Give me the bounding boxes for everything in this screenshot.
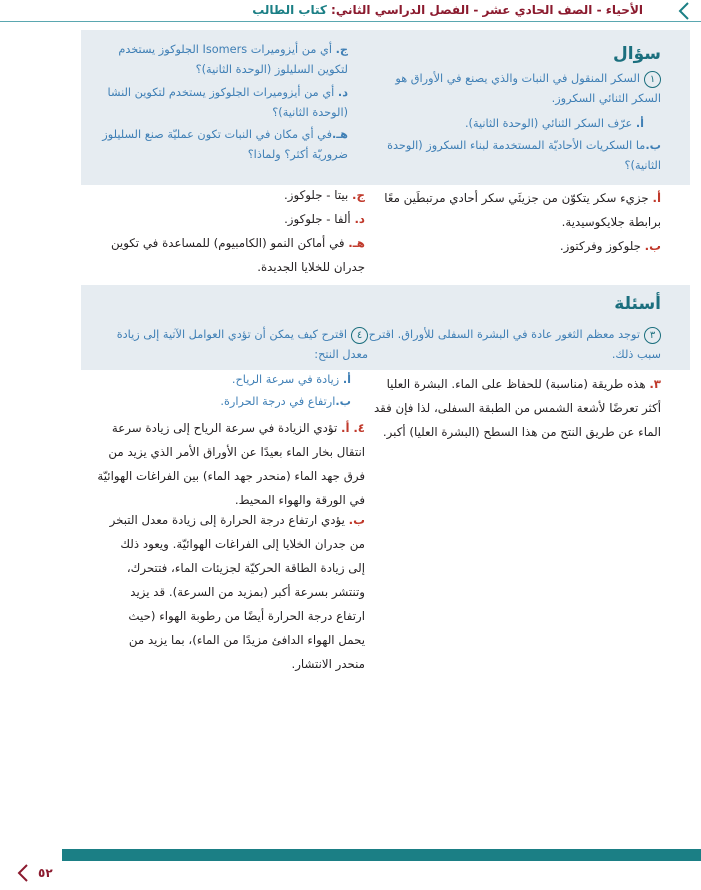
question-4b [91, 392, 351, 412]
question-number-badge: ٣ [644, 327, 661, 344]
question-1d-text: أي من أيزوميرات الجلوكوز يستخدم لتكوين النشا (الوحدة الثانية)؟ [107, 86, 348, 119]
question-letter: أ. [342, 373, 351, 386]
footer-bar [62, 849, 701, 861]
header-book: كتاب الطالب [252, 3, 327, 17]
answer-number: ٣. [649, 377, 661, 391]
question-3-text: توجد معظم الثغور عادة في البشرة السفلى للأوراق. اقترح سبب ذلك. [368, 328, 661, 361]
answer-1b-text: جلوكوز وفركتوز. [559, 239, 641, 253]
question-letter: ج. [335, 43, 348, 56]
question-letter: د. [337, 86, 348, 99]
answer-letter: أ. [652, 191, 661, 205]
question-letter: ب. [335, 395, 351, 408]
header-divider [0, 21, 701, 22]
question-4b-text: ارتفاع في درجة الحرارة. [220, 395, 336, 408]
answer-1c [85, 183, 365, 207]
answer-1e [100, 231, 365, 279]
question-number-badge: ٤ [351, 327, 368, 344]
answer-letter: أ. [341, 421, 350, 435]
question-1a-text: عرّف السكر الثنائي (الوحدة الثانية). [464, 117, 633, 130]
question-1e-text: في أي مكان في النبات تكون عمليّة صنع السليلوز ضروريّة أكثر؟ ولماذا؟ [102, 128, 348, 161]
question-1d [98, 83, 348, 123]
answer-1a [365, 186, 661, 234]
section-heading-question: سؤال [613, 44, 661, 64]
page-number: ٥٢ [38, 866, 53, 880]
question-letter: هـ. [332, 128, 348, 141]
section-heading-questions: أسئلة [614, 294, 661, 314]
header-rest: - الصف الحادي عشر - الفصل الدراسي الثاني: [326, 3, 606, 17]
answer-3 [371, 372, 661, 444]
answer-4a [85, 416, 365, 512]
question-4a-text: زيادة في سرعة الرياح. [231, 373, 340, 386]
answer-letter: ج. [352, 188, 365, 202]
question-1b [368, 136, 661, 176]
answer-1c-text: بيتا - جلوكوز. [284, 188, 349, 202]
answer-1b [365, 234, 661, 258]
question-1 [368, 69, 661, 109]
question-letter: أ. [635, 117, 644, 130]
answer-1a-text: جزيء سكر يتكوّن من جزيئَي سكر أحادي مرتبطَين معًا برابطة جلايكوسيدية. [384, 191, 661, 229]
answer-4b-text: يؤدي ارتفاع درجة الحرارة إلى زيادة معدل التبخر من جدران الخلايا إلى الفراغات الهوائيّة. ويعود ذلك إلى زيادة الطاقة الحركيّة لجزيئات الماء، فتتحرك، وتنتشر بسرعة أكبر (بمزيد من السرعة). قد يزيد ارتفاع درجة الحرارة أيضًا من رطوبة الهواء (حيث يحمل الهواء الدافئ مزيدًا من الماء)، بما يزيد من منحدر الانتشار. [109, 513, 365, 671]
answer-1d [85, 207, 365, 231]
question-4a [91, 370, 351, 390]
answer-3-text: هذه طريقة (مناسبة) للحفاظ على الماء. البشرة العليا أكثر تعرضًا لأشعة الشمس من الطبقة السفلى، لذا فإن فقد الماء عن طريق النتح من هذا السطح (البشرة العليا) أكبر. [373, 377, 661, 439]
answer-letter: د. [354, 212, 365, 226]
running-header [252, 3, 643, 17]
question-1c [98, 40, 348, 80]
question-3 [361, 325, 661, 365]
chevron-left-icon[interactable] [673, 0, 695, 22]
chevron-left-icon[interactable] [14, 862, 32, 884]
question-1-text: السكر المنقول في النبات والذي يصنع في الأوراق هو السكر الثنائي السكروز. [395, 72, 661, 105]
question-1c-text: أي من أيزوميرات Isomers الجلوكوز يستخدم لتكوين السليلوز (الوحدة الثانية)؟ [118, 43, 348, 76]
answer-letter: ب. [644, 239, 661, 253]
header-subject: الأحياء [605, 3, 643, 17]
question-1a [368, 114, 644, 134]
question-4 [90, 325, 368, 365]
answer-number: ٤. [353, 421, 365, 435]
question-4-text: اقترح كيف يمكن أن تؤدي العوامل الآتية إلى زيادة معدل النتح: [116, 328, 368, 361]
question-1b-text: ما السكريات الأحاديّة المستخدمة لبناء السكروز (الوحدة الثانية)؟ [387, 139, 661, 172]
answer-1e-text: في أماكن النمو (الكامبيوم) للمساعدة في تكوين جدران للخلايا الجديدة. [110, 236, 365, 274]
answer-letter: ب. [348, 513, 365, 527]
question-number-badge: ١ [644, 71, 661, 88]
answer-4b [103, 508, 365, 676]
question-letter: ب. [645, 139, 661, 152]
answer-4a-text: تؤدي الزيادة في سرعة الرياح إلى زيادة سرعة انتقال بخار الماء بعيدًا عن الأوراق الأمر الذي يزيد من فرق جهد الماء (منحدر جهد الماء) بين الفراغات الهوائيّة في الورقة والهواء المحيط. [97, 421, 365, 507]
question-1e [98, 125, 348, 165]
answer-letter: هـ. [348, 236, 365, 250]
answer-1d-text: ألفا - جلوكوز. [284, 212, 351, 226]
